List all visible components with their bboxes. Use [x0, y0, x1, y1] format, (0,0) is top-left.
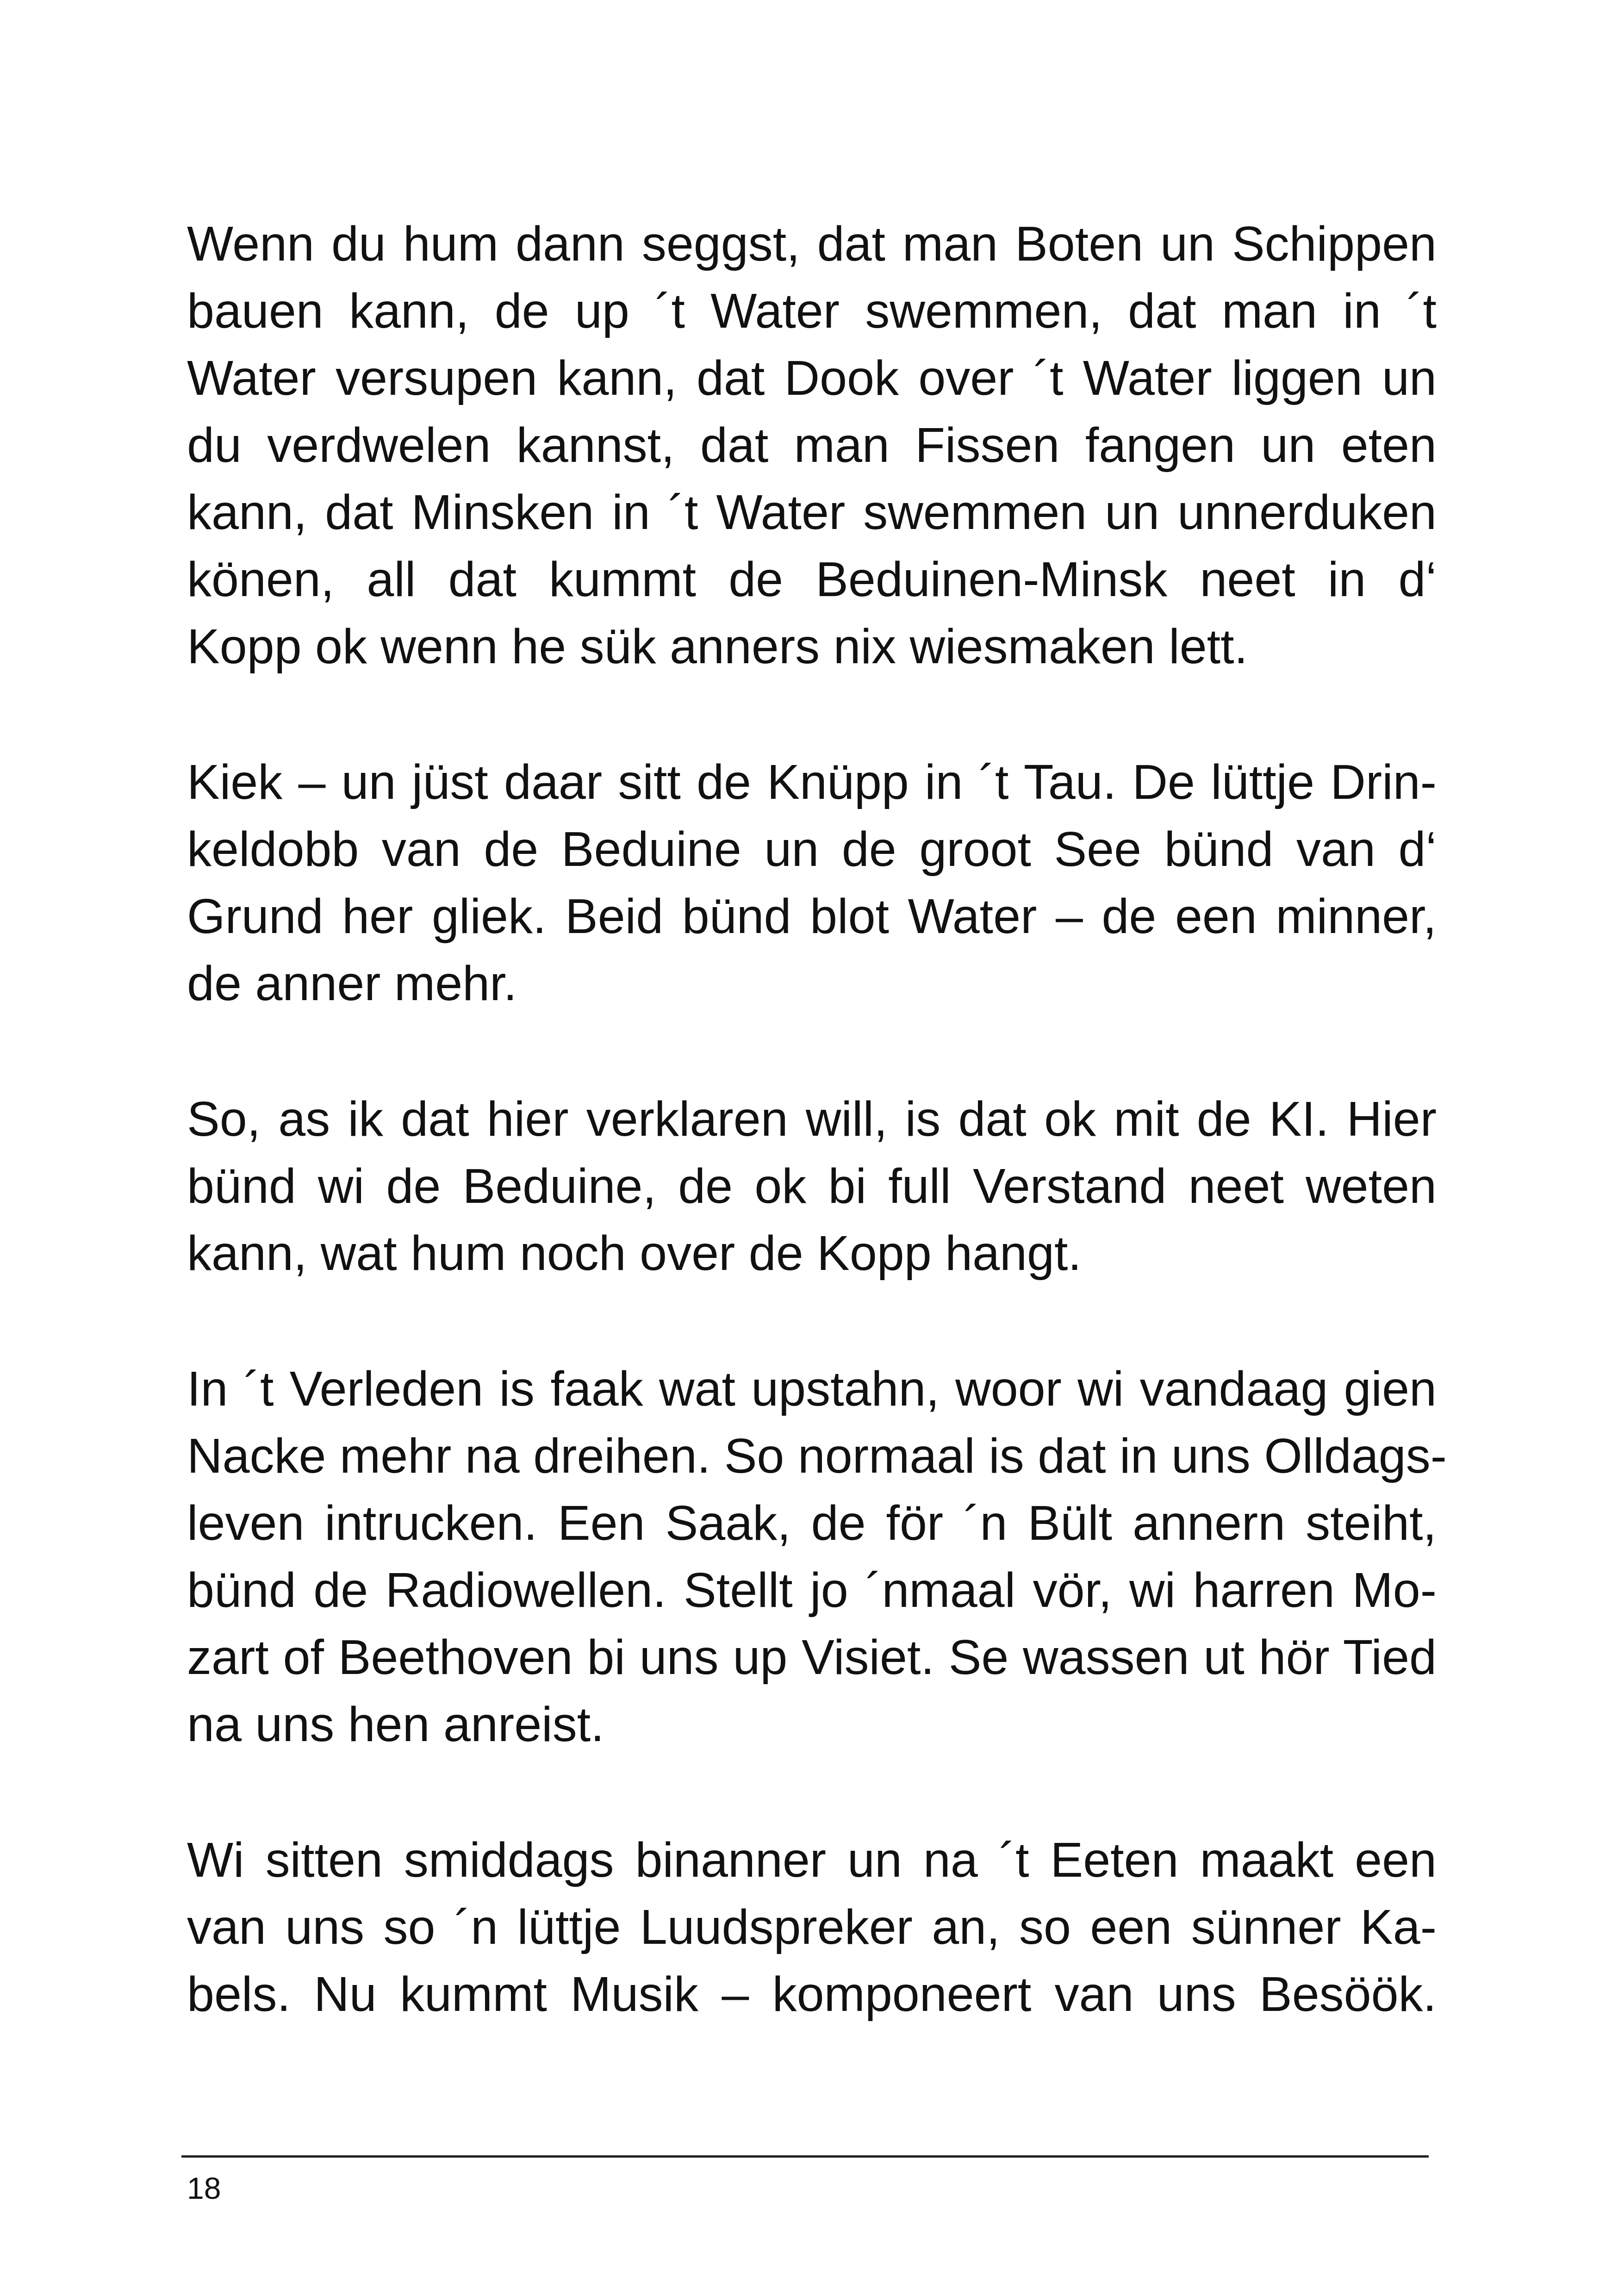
paragraph-1: [187, 211, 1437, 680]
text-line: bels. Nu kummt Musik – komponeert van uns Besöök.: [187, 1967, 1437, 2022]
body-text: [187, 211, 1447, 2097]
text-line: Grund her gliek. Beid bünd blot Water – de een minner,: [187, 889, 1437, 944]
paragraph-3: [187, 1086, 1437, 1287]
text-line: du verdwelen kannst, dat man Fissen fangen un eten: [187, 418, 1437, 473]
text-line: de anner mehr.: [187, 956, 517, 1011]
paragraph-5: [187, 1827, 1437, 2028]
text-line: Wi sitten smiddags binanner un na ´t Eeten maakt een: [187, 1833, 1437, 1887]
text-line: So, as ik dat hier verklaren will, is dat ok mit de KI. Hier: [187, 1092, 1437, 1146]
text-line: kann, wat hum noch over de Kopp hangt.: [187, 1226, 1082, 1281]
text-line: könen, all dat kummt de Beduinen-Minsk neet in d‘: [187, 552, 1437, 607]
text-line: In ´t Verleden is faak wat upstahn, woor wi vandaag gien: [187, 1362, 1437, 1416]
text-line: zart of Beethoven bi uns up Visiet. Se wassen ut hör Tied: [187, 1630, 1437, 1685]
text-line: na uns hen anreist.: [187, 1697, 604, 1752]
text-line: Kopp ok wenn he sük anners nix wiesmaken lett.: [187, 619, 1248, 674]
text-line: leven intrucken. Een Saak, de för ´n Bült annern steiht,: [187, 1496, 1437, 1550]
text-line: Wenn du hum dann seggst, dat man Boten un Schippen: [187, 217, 1437, 271]
text-line: bauen kann, de up ´t Water swemmen, dat man in ´t: [187, 284, 1437, 338]
text-line: Nacke mehr na dreihen. So normaal is dat in uns Olldags-: [187, 1429, 1447, 1483]
text-line: bünd de Radiowellen. Stellt jo ´nmaal vör, wi harren Mo-: [187, 1563, 1437, 1618]
text-line: Water versupen kann, dat Dook over ´t Water liggen un: [187, 351, 1437, 405]
text-line: bünd wi de Beduine, de ok bi full Verstand neet weten: [187, 1159, 1437, 1213]
text-line: Kiek – un jüst daar sitt de Knüpp in ´t Tau. De lüttje Drin-: [187, 755, 1437, 809]
paragraph-2: [187, 749, 1437, 1017]
text-line: kann, dat Minsken in ´t Water swemmen un unnerduken: [187, 485, 1437, 540]
footer-divider: [181, 2155, 1429, 2158]
text-line: keldobb van de Beduine un de groot See bünd van d‘: [187, 822, 1437, 877]
text-line: van uns so ´n lüttje Luudspreker an, so een sünner Ka-: [187, 1900, 1437, 1954]
paragraph-4: [187, 1356, 1447, 1758]
page-number: 18: [187, 2171, 221, 2205]
